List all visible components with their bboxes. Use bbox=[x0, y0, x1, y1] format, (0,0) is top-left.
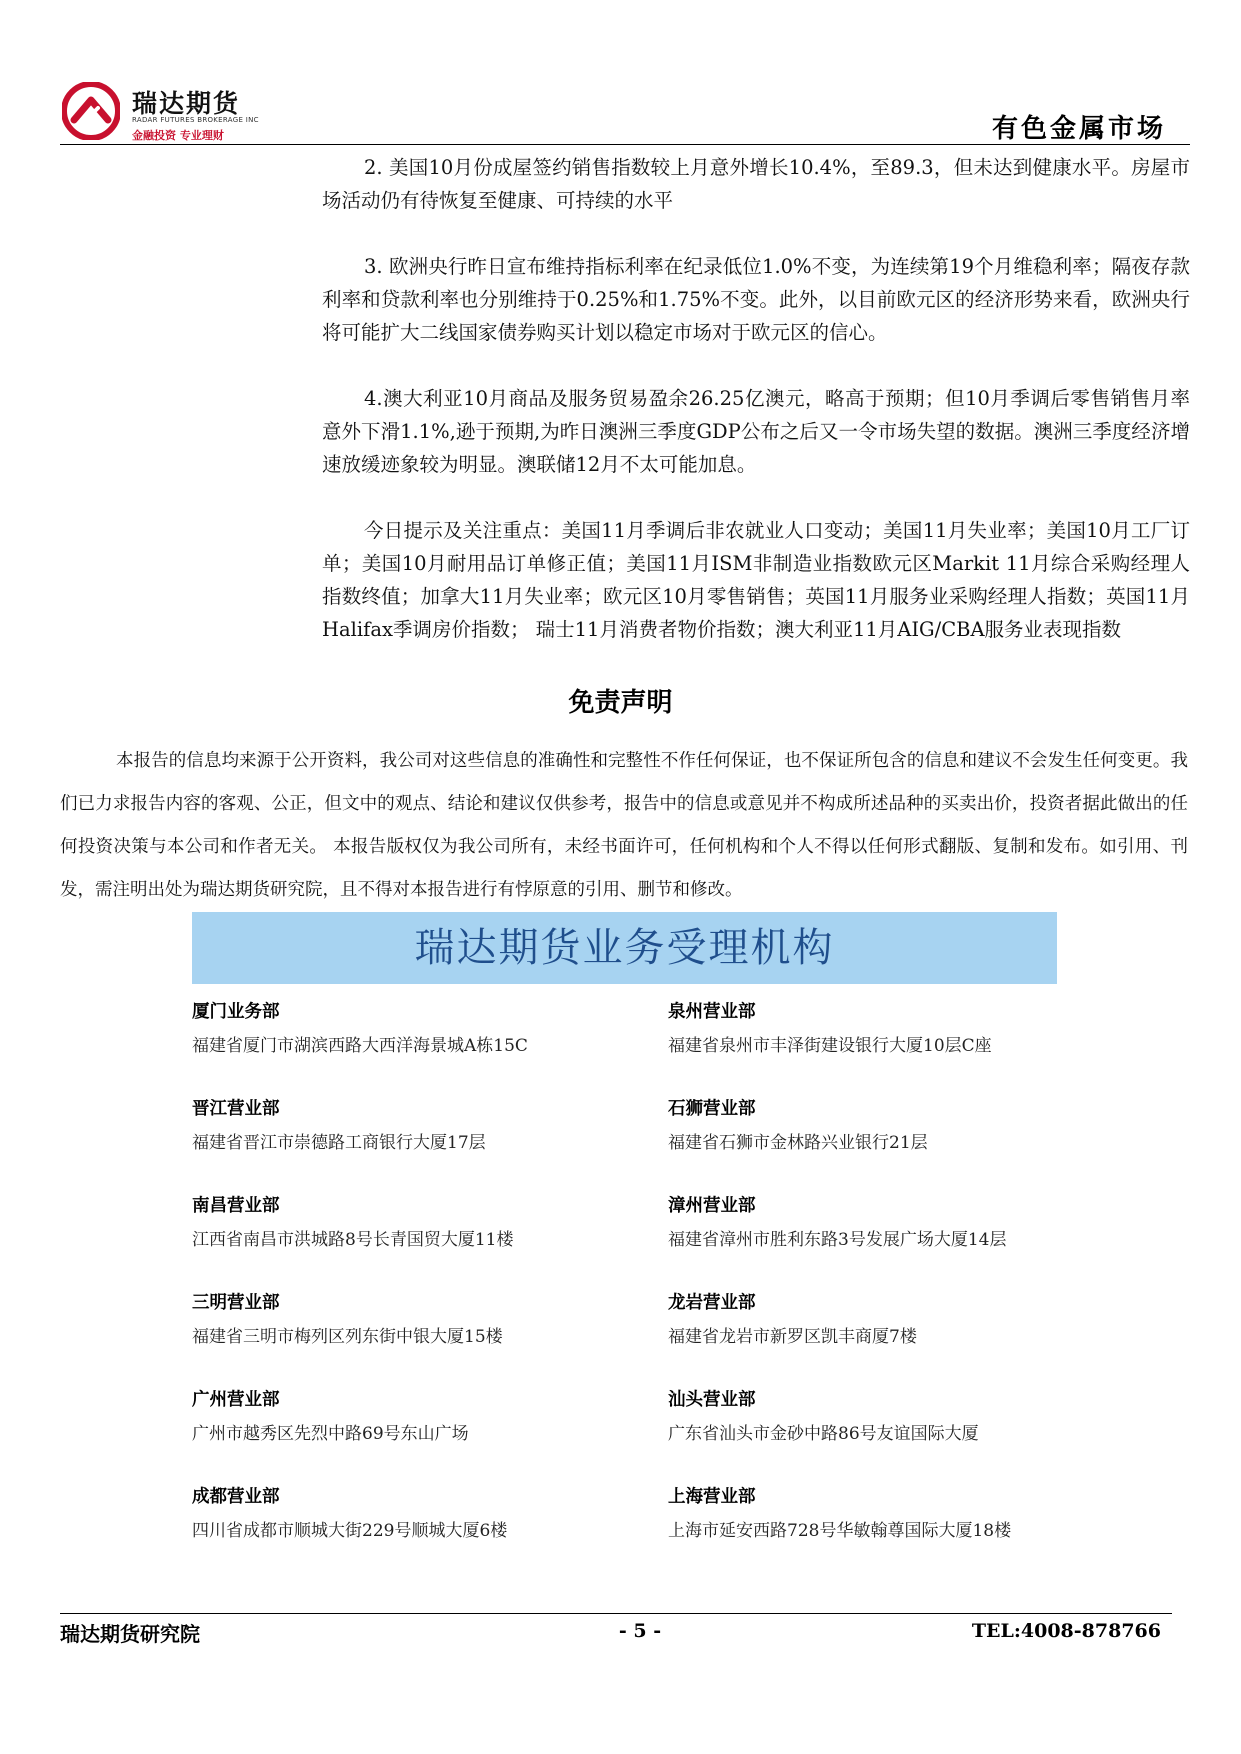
page-number: - 5 - bbox=[618, 1620, 662, 1642]
branch-zhangzhou bbox=[668, 1193, 1108, 1253]
branch-name: 厦门业务部 bbox=[192, 1002, 280, 1022]
branch-chengdu bbox=[192, 1484, 632, 1544]
branch-name: 石狮营业部 bbox=[668, 1099, 756, 1119]
branch-address: 福建省石狮市金林路兴业银行21层 bbox=[668, 1133, 928, 1153]
paragraph-today-focus: 今日提示及关注重点：美国11月季调后非农就业人口变动；美国11月失业率；美国10月工厂订单；美国10月耐用品订单修正值；美国11月ISM非制造业指数欧元区Markit 11月综合采购经理人指数终值；加拿大11月失业率；欧元区10月零售销售；英国11月服务业采购经理人指数；英国11月Halifax季调房价指数； 瑞士11月消费者物价指数；澳大利亚11月AIG/CBA服务业表现指数 bbox=[322, 519, 1191, 641]
branch-name: 成都营业部 bbox=[192, 1487, 280, 1507]
branch-shanghai bbox=[668, 1484, 1108, 1544]
branch-address: 广东省汕头市金砂中路86号友谊国际大厦 bbox=[668, 1424, 979, 1444]
footer-telephone: TEL:4008-878766 bbox=[971, 1620, 1161, 1642]
branch-name: 龙岩营业部 bbox=[668, 1293, 756, 1313]
footer-institute: 瑞达期货研究院 bbox=[60, 1622, 200, 1646]
logo-slogan: 金融投资 专业理财 bbox=[132, 129, 224, 142]
branch-jinjiang bbox=[192, 1096, 632, 1156]
branch-sanming bbox=[192, 1290, 632, 1350]
branch-longyan bbox=[668, 1290, 1108, 1350]
branch-name: 泉州营业部 bbox=[668, 1002, 756, 1022]
branch-address: 福建省龙岩市新罗区凯丰商厦7楼 bbox=[668, 1327, 917, 1347]
branch-quanzhou bbox=[668, 999, 1108, 1059]
branch-address: 福建省厦门市湖滨西路大西洋海景城A栋15C bbox=[192, 1036, 528, 1056]
branch-name: 三明营业部 bbox=[192, 1293, 280, 1313]
branch-address: 福建省三明市梅列区列东街中银大厦15楼 bbox=[192, 1327, 503, 1347]
branch-xiamen bbox=[192, 999, 632, 1059]
section-title: 有色金属市场 bbox=[991, 114, 1166, 144]
branch-guangzhou bbox=[192, 1387, 632, 1447]
branch-name: 汕头营业部 bbox=[668, 1390, 756, 1410]
branch-nanchang bbox=[192, 1193, 632, 1253]
branch-address: 福建省泉州市丰泽街建设银行大厦10层C座 bbox=[668, 1036, 992, 1056]
branch-address: 江西省南昌市洪城路8号长青国贸大厦11楼 bbox=[192, 1230, 514, 1250]
disclaimer-body: 本报告的信息均来源于公开资料，我公司对这些信息的准确性和完整性不作任何保证，也不保证所包含的信息和建议不会发生任何变更。我们已力求报告内容的客观、公正，但文中的观点、结论和建议仅供参考，报告中的信息或意见并不构成所述品种的买卖出价，投资者据此做出的任何投资决策与本公司和作者无关。 本报告版权仅为我公司所有，未经书面许可，任何机构和个人不得以任何形式翻版、复制和发布。如引用、刊发，需注明出处为瑞达期货研究院，且不得对本报告进行有悖原意的引用、删节和修改。 bbox=[60, 751, 1188, 900]
branch-shantou bbox=[668, 1387, 1108, 1447]
branch-name: 广州营业部 bbox=[192, 1390, 280, 1410]
paragraph-australia-trade: 4.澳大利亚10月商品及服务贸易盈余26.25亿澳元，略高于预期；但10月季调后零售销售月率意外下滑1.1%,逊于预期,为昨日澳洲三季度GDP公布之后又一令市场失望的数据。澳洲三季度经济增速放缓迹象较为明显。澳联储12月不太可能加息。 bbox=[322, 387, 1190, 476]
branch-address: 上海市延安西路728号华敏翰尊国际大厦18楼 bbox=[668, 1521, 1012, 1541]
branch-name: 漳州营业部 bbox=[668, 1196, 756, 1216]
radar-logo-icon bbox=[62, 82, 120, 140]
logo-english-name: RADAR FUTURES BROKERAGE INC bbox=[132, 116, 259, 124]
branch-address: 广州市越秀区先烈中路69号东山广场 bbox=[192, 1424, 469, 1444]
branch-name: 晋江营业部 bbox=[192, 1099, 280, 1119]
branch-address: 福建省漳州市胜利东路3号发展广场大厦14层 bbox=[668, 1230, 1007, 1250]
header-divider bbox=[60, 144, 1190, 145]
branches-banner bbox=[192, 912, 1057, 984]
branch-name: 南昌营业部 bbox=[192, 1196, 280, 1216]
branch-address: 福建省晋江市崇德路工商银行大厦17层 bbox=[192, 1133, 486, 1153]
company-logo bbox=[62, 82, 262, 144]
branches-banner-title: 瑞达期货业务受理机构 bbox=[414, 925, 835, 971]
paragraph-ecb-rates: 3. 欧洲央行昨日宣布维持指标利率在纪录低位1.0%不变，为连续第19个月维稳利率；隔夜存款利率和贷款利率也分别维持于0.25%和1.75%不变。此外，以目前欧元区的经济形势来看，欧洲央行将可能扩大二线国家债券购买计划以稳定市场对于欧元区的信心。 bbox=[322, 255, 1190, 344]
paragraph-pending-home-sales: 2. 美国10月份成屋签约销售指数较上月意外增长10.4%，至89.3，但未达到健康水平。房屋市场活动仍有待恢复至健康、可持续的水平 bbox=[322, 156, 1190, 212]
branch-shishi bbox=[668, 1096, 1108, 1156]
branch-name: 上海营业部 bbox=[668, 1487, 756, 1507]
logo-chinese-name: 瑞达期货 bbox=[132, 89, 241, 118]
disclaimer-title: 免责声明 bbox=[568, 688, 673, 718]
branch-address: 四川省成都市顺城大街229号顺城大厦6楼 bbox=[192, 1521, 508, 1541]
footer-divider bbox=[60, 1613, 1172, 1614]
